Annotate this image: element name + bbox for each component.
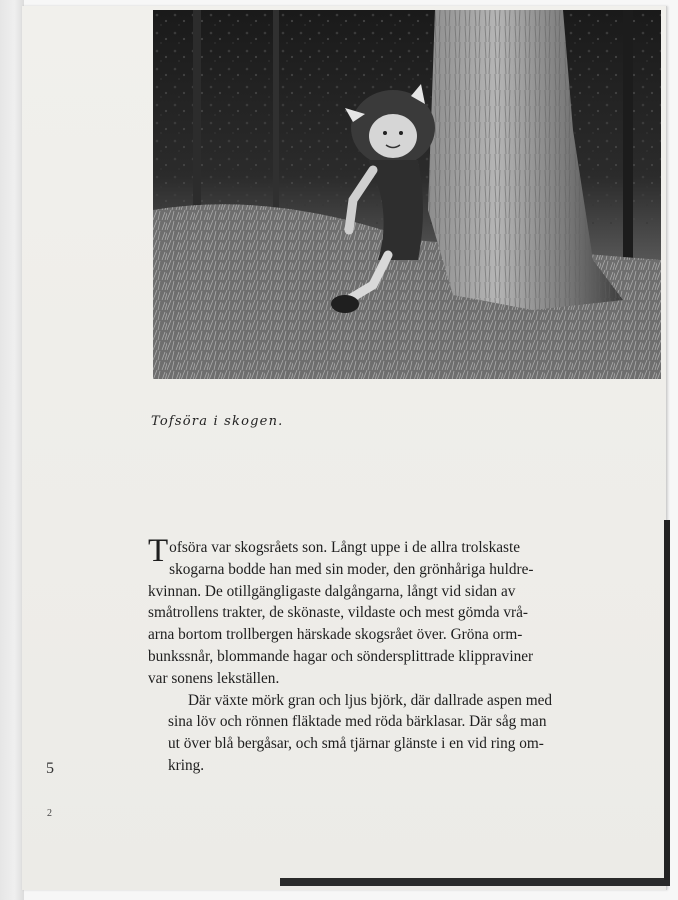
text-line: sina löv och rönnen fläktade med röda bärklasar. Där såg man — [168, 713, 547, 731]
text-line: arna bortom trollbergen härskade skogsrået över. Gröna orm- — [148, 626, 523, 644]
book-gutter — [0, 0, 24, 900]
text-line: skogarna bodde han med sin moder, den grönhåriga huldre- — [169, 560, 534, 578]
text-line: kvinnan. De otillgängligaste dalgångarna, långt vid sidan av — [148, 582, 516, 600]
body-text — [148, 533, 628, 777]
page-edge-shadow — [280, 878, 670, 886]
paragraph-1 — [148, 533, 628, 690]
page-edge-shadow-right — [664, 520, 670, 880]
page-number: 5 — [46, 760, 54, 777]
paragraph-2 — [148, 690, 628, 777]
troll-doll-beside-tree-icon — [153, 10, 661, 379]
text-line: småtrollens trakter, de skönaste, vildaste och mest gömda vrå- — [148, 604, 529, 622]
text-line: Där växte mörk gran och ljus björk, där dallrade aspen med — [188, 691, 553, 709]
text-line: ofsöra var skogsråets son. Långt uppe i de allra trolskaste — [169, 539, 521, 556]
photo-caption: Tofsöra i skogen. — [151, 414, 284, 429]
text-line: var sonens lekställen. — [148, 669, 280, 687]
signature-mark: 2 — [47, 808, 52, 819]
text-line: ut över blå bergåsar, och små tjärnar glänste i en vid ring om- — [168, 735, 544, 753]
text-line: kring. — [168, 756, 205, 774]
drop-cap: T — [148, 533, 169, 569]
forest-photo — [153, 10, 661, 379]
text-line: bunkssnår, blommande hagar och söndersplittrade klippraviner — [148, 647, 534, 665]
